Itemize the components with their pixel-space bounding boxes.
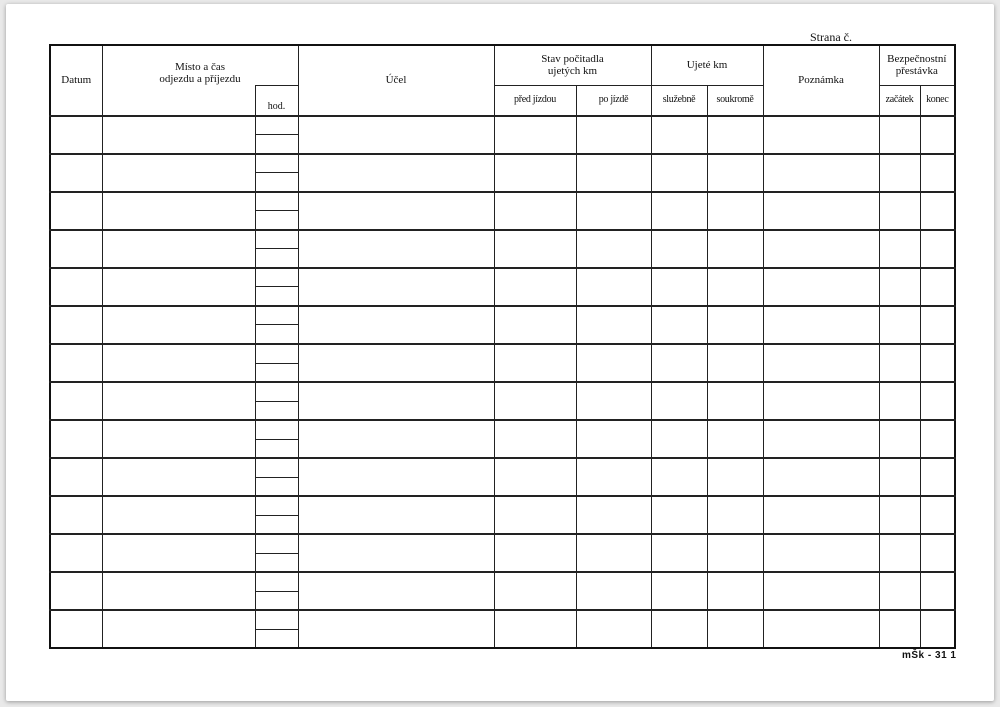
break-start-cell[interactable] bbox=[879, 572, 920, 610]
business-km-cell[interactable] bbox=[651, 458, 707, 496]
date-cell[interactable] bbox=[50, 420, 102, 458]
header-break-line1: Bezpečnostní bbox=[887, 53, 947, 65]
purpose-cell[interactable] bbox=[298, 534, 494, 572]
place-cell[interactable] bbox=[102, 534, 255, 572]
table-header bbox=[50, 45, 955, 116]
place-cell[interactable] bbox=[102, 496, 255, 534]
note-cell[interactable] bbox=[763, 458, 879, 496]
after-trip-cell[interactable] bbox=[576, 306, 651, 344]
hour-departure-cell[interactable] bbox=[255, 192, 298, 211]
form-code: mŠk - 31 1 bbox=[902, 650, 957, 661]
header-hour: hod. bbox=[255, 86, 298, 116]
place-cell[interactable] bbox=[102, 268, 255, 306]
header-purpose: Účel bbox=[298, 45, 494, 116]
hour-arrival-cell[interactable] bbox=[255, 173, 298, 192]
hour-departure-cell[interactable] bbox=[255, 458, 298, 477]
after-trip-cell[interactable] bbox=[576, 496, 651, 534]
private-km-cell[interactable] bbox=[707, 420, 763, 458]
after-trip-cell[interactable] bbox=[576, 610, 651, 648]
purpose-cell[interactable] bbox=[298, 154, 494, 192]
before-trip-cell[interactable] bbox=[494, 382, 576, 420]
table-row bbox=[50, 534, 955, 553]
break-end-cell[interactable] bbox=[920, 572, 955, 610]
break-end-cell[interactable] bbox=[920, 344, 955, 382]
header-counter-line1: Stav počitadla bbox=[541, 53, 604, 65]
hour-arrival-cell[interactable] bbox=[255, 515, 298, 534]
header-driven-km: Ujeté km bbox=[651, 45, 763, 86]
after-trip-cell[interactable] bbox=[576, 420, 651, 458]
note-cell[interactable] bbox=[763, 268, 879, 306]
hour-departure-cell[interactable] bbox=[255, 534, 298, 553]
hour-departure-cell[interactable] bbox=[255, 268, 298, 287]
table-row bbox=[50, 610, 955, 629]
table-row bbox=[50, 496, 955, 515]
break-start-cell[interactable] bbox=[879, 458, 920, 496]
business-km-cell[interactable] bbox=[651, 534, 707, 572]
after-trip-cell[interactable] bbox=[576, 344, 651, 382]
purpose-cell[interactable] bbox=[298, 382, 494, 420]
header-counter-line2: ujetých km bbox=[547, 64, 598, 77]
before-trip-cell[interactable] bbox=[494, 420, 576, 458]
break-end-cell[interactable] bbox=[920, 192, 955, 230]
break-end-cell[interactable] bbox=[920, 382, 955, 420]
purpose-cell[interactable] bbox=[298, 610, 494, 648]
hour-arrival-cell[interactable] bbox=[255, 401, 298, 420]
date-cell[interactable] bbox=[50, 610, 102, 648]
table-row bbox=[50, 382, 955, 401]
purpose-cell[interactable] bbox=[298, 496, 494, 534]
date-cell[interactable] bbox=[50, 382, 102, 420]
before-trip-cell[interactable] bbox=[494, 496, 576, 534]
purpose-cell[interactable] bbox=[298, 116, 494, 154]
place-cell[interactable] bbox=[102, 154, 255, 192]
hour-departure-cell[interactable] bbox=[255, 496, 298, 515]
after-trip-cell[interactable] bbox=[576, 268, 651, 306]
private-km-cell[interactable] bbox=[707, 458, 763, 496]
table-row bbox=[50, 306, 955, 325]
place-cell[interactable] bbox=[102, 230, 255, 268]
private-km-cell[interactable] bbox=[707, 610, 763, 648]
date-cell[interactable] bbox=[50, 306, 102, 344]
break-end-cell[interactable] bbox=[920, 306, 955, 344]
note-cell[interactable] bbox=[763, 230, 879, 268]
header-private: soukromě bbox=[707, 86, 763, 116]
before-trip-cell[interactable] bbox=[494, 458, 576, 496]
place-cell[interactable] bbox=[102, 382, 255, 420]
before-trip-cell[interactable] bbox=[494, 268, 576, 306]
private-km-cell[interactable] bbox=[707, 230, 763, 268]
after-trip-cell[interactable] bbox=[576, 458, 651, 496]
break-end-cell[interactable] bbox=[920, 116, 955, 154]
table-row bbox=[50, 420, 955, 439]
break-end-cell[interactable] bbox=[920, 154, 955, 192]
before-trip-cell[interactable] bbox=[494, 192, 576, 230]
note-cell[interactable] bbox=[763, 306, 879, 344]
business-km-cell[interactable] bbox=[651, 496, 707, 534]
hour-departure-cell[interactable] bbox=[255, 420, 298, 439]
header-place-time bbox=[102, 45, 298, 86]
table-row bbox=[50, 154, 955, 173]
business-km-cell[interactable] bbox=[651, 268, 707, 306]
before-trip-cell[interactable] bbox=[494, 306, 576, 344]
after-trip-cell[interactable] bbox=[576, 154, 651, 192]
table-body bbox=[50, 116, 955, 649]
hour-arrival-cell[interactable] bbox=[255, 439, 298, 458]
before-trip-cell[interactable] bbox=[494, 344, 576, 382]
private-km-cell[interactable] bbox=[707, 192, 763, 230]
header-before-trip: před jízdou bbox=[494, 86, 576, 116]
after-trip-cell[interactable] bbox=[576, 192, 651, 230]
after-trip-cell[interactable] bbox=[576, 382, 651, 420]
break-start-cell[interactable] bbox=[879, 534, 920, 572]
header-place-line1: Místo a čas bbox=[174, 61, 226, 73]
header-business: služebně bbox=[651, 86, 707, 116]
table-row bbox=[50, 116, 955, 135]
hour-arrival-cell[interactable] bbox=[255, 629, 298, 648]
place-cell[interactable] bbox=[102, 572, 255, 610]
break-start-cell[interactable] bbox=[879, 496, 920, 534]
note-cell[interactable] bbox=[763, 116, 879, 154]
break-start-cell[interactable] bbox=[879, 268, 920, 306]
header-place-line2: odjezdu a příjezdu bbox=[159, 72, 241, 85]
business-km-cell[interactable] bbox=[651, 610, 707, 648]
table-row bbox=[50, 572, 955, 591]
date-cell[interactable] bbox=[50, 458, 102, 496]
header-note: Poznámka bbox=[763, 45, 879, 116]
business-km-cell[interactable] bbox=[651, 116, 707, 154]
break-start-cell[interactable] bbox=[879, 116, 920, 154]
after-trip-cell[interactable] bbox=[576, 116, 651, 154]
hour-departure-cell[interactable] bbox=[255, 306, 298, 325]
break-start-cell[interactable] bbox=[879, 230, 920, 268]
before-trip-cell[interactable] bbox=[494, 572, 576, 610]
business-km-cell[interactable] bbox=[651, 420, 707, 458]
header-place-blank bbox=[102, 86, 255, 116]
date-cell[interactable] bbox=[50, 192, 102, 230]
note-cell[interactable] bbox=[763, 192, 879, 230]
break-end-cell[interactable] bbox=[920, 420, 955, 458]
hour-arrival-cell[interactable] bbox=[255, 211, 298, 230]
note-cell[interactable] bbox=[763, 572, 879, 610]
after-trip-cell[interactable] bbox=[576, 230, 651, 268]
place-cell[interactable] bbox=[102, 458, 255, 496]
hour-arrival-cell[interactable] bbox=[255, 553, 298, 572]
table-row bbox=[50, 192, 955, 211]
place-cell[interactable] bbox=[102, 192, 255, 230]
after-trip-cell[interactable] bbox=[576, 572, 651, 610]
hour-departure-cell[interactable] bbox=[255, 154, 298, 173]
hour-departure-cell[interactable] bbox=[255, 610, 298, 629]
purpose-cell[interactable] bbox=[298, 192, 494, 230]
business-km-cell[interactable] bbox=[651, 192, 707, 230]
form-sheet bbox=[6, 4, 994, 701]
private-km-cell[interactable] bbox=[707, 154, 763, 192]
date-cell[interactable] bbox=[50, 344, 102, 382]
hour-departure-cell[interactable] bbox=[255, 572, 298, 591]
hour-departure-cell[interactable] bbox=[255, 344, 298, 363]
break-end-cell[interactable] bbox=[920, 534, 955, 572]
date-cell[interactable] bbox=[50, 572, 102, 610]
hour-departure-cell[interactable] bbox=[255, 382, 298, 401]
note-cell[interactable] bbox=[763, 534, 879, 572]
private-km-cell[interactable] bbox=[707, 344, 763, 382]
private-km-cell[interactable] bbox=[707, 572, 763, 610]
table-row bbox=[50, 458, 955, 477]
break-start-cell[interactable] bbox=[879, 610, 920, 648]
break-start-cell[interactable] bbox=[879, 306, 920, 344]
place-cell[interactable] bbox=[102, 610, 255, 648]
purpose-cell[interactable] bbox=[298, 268, 494, 306]
place-cell[interactable] bbox=[102, 344, 255, 382]
purpose-cell[interactable] bbox=[298, 572, 494, 610]
business-km-cell[interactable] bbox=[651, 382, 707, 420]
note-cell[interactable] bbox=[763, 344, 879, 382]
private-km-cell[interactable] bbox=[707, 382, 763, 420]
before-trip-cell[interactable] bbox=[494, 154, 576, 192]
business-km-cell[interactable] bbox=[651, 230, 707, 268]
date-cell[interactable] bbox=[50, 496, 102, 534]
header-counter bbox=[494, 45, 651, 86]
after-trip-cell[interactable] bbox=[576, 534, 651, 572]
hour-arrival-cell[interactable] bbox=[255, 591, 298, 610]
date-cell[interactable] bbox=[50, 534, 102, 572]
break-end-cell[interactable] bbox=[920, 268, 955, 306]
private-km-cell[interactable] bbox=[707, 306, 763, 344]
hour-arrival-cell[interactable] bbox=[255, 325, 298, 344]
header-safety-break bbox=[879, 45, 955, 86]
note-cell[interactable] bbox=[763, 382, 879, 420]
table-row bbox=[50, 344, 955, 363]
break-start-cell[interactable] bbox=[879, 154, 920, 192]
break-start-cell[interactable] bbox=[879, 192, 920, 230]
place-cell[interactable] bbox=[102, 116, 255, 154]
break-start-cell[interactable] bbox=[879, 420, 920, 458]
break-end-cell[interactable] bbox=[920, 496, 955, 534]
header-end: konec bbox=[920, 86, 955, 116]
hour-arrival-cell[interactable] bbox=[255, 363, 298, 382]
break-end-cell[interactable] bbox=[920, 458, 955, 496]
hour-departure-cell[interactable] bbox=[255, 230, 298, 249]
header-date: Datum bbox=[50, 45, 102, 116]
hour-arrival-cell[interactable] bbox=[255, 249, 298, 268]
travel-log-table bbox=[49, 44, 956, 649]
note-cell[interactable] bbox=[763, 154, 879, 192]
place-cell[interactable] bbox=[102, 306, 255, 344]
place-cell[interactable] bbox=[102, 420, 255, 458]
business-km-cell[interactable] bbox=[651, 344, 707, 382]
note-cell[interactable] bbox=[763, 610, 879, 648]
private-km-cell[interactable] bbox=[707, 116, 763, 154]
business-km-cell[interactable] bbox=[651, 154, 707, 192]
before-trip-cell[interactable] bbox=[494, 534, 576, 572]
header-break-line2: přestávka bbox=[895, 64, 938, 77]
purpose-cell[interactable] bbox=[298, 420, 494, 458]
before-trip-cell[interactable] bbox=[494, 230, 576, 268]
before-trip-cell[interactable] bbox=[494, 116, 576, 154]
header-after-trip: po jízdě bbox=[576, 86, 651, 116]
header-start: začátek bbox=[879, 86, 920, 116]
purpose-cell[interactable] bbox=[298, 344, 494, 382]
note-cell[interactable] bbox=[763, 496, 879, 534]
date-cell[interactable] bbox=[50, 154, 102, 192]
date-cell[interactable] bbox=[50, 116, 102, 154]
table-row bbox=[50, 230, 955, 249]
purpose-cell[interactable] bbox=[298, 306, 494, 344]
hour-arrival-cell[interactable] bbox=[255, 287, 298, 306]
date-cell[interactable] bbox=[50, 230, 102, 268]
break-start-cell[interactable] bbox=[879, 344, 920, 382]
before-trip-cell[interactable] bbox=[494, 610, 576, 648]
private-km-cell[interactable] bbox=[707, 534, 763, 572]
page-number-label: Strana č. bbox=[810, 30, 852, 44]
break-end-cell[interactable] bbox=[920, 230, 955, 268]
purpose-cell[interactable] bbox=[298, 230, 494, 268]
hour-arrival-cell[interactable] bbox=[255, 477, 298, 496]
note-cell[interactable] bbox=[763, 420, 879, 458]
hour-arrival-cell[interactable] bbox=[255, 135, 298, 154]
break-start-cell[interactable] bbox=[879, 382, 920, 420]
date-cell[interactable] bbox=[50, 268, 102, 306]
private-km-cell[interactable] bbox=[707, 268, 763, 306]
business-km-cell[interactable] bbox=[651, 306, 707, 344]
business-km-cell[interactable] bbox=[651, 572, 707, 610]
private-km-cell[interactable] bbox=[707, 496, 763, 534]
break-end-cell[interactable] bbox=[920, 610, 955, 648]
hour-departure-cell[interactable] bbox=[255, 116, 298, 135]
purpose-cell[interactable] bbox=[298, 458, 494, 496]
table-row bbox=[50, 268, 955, 287]
